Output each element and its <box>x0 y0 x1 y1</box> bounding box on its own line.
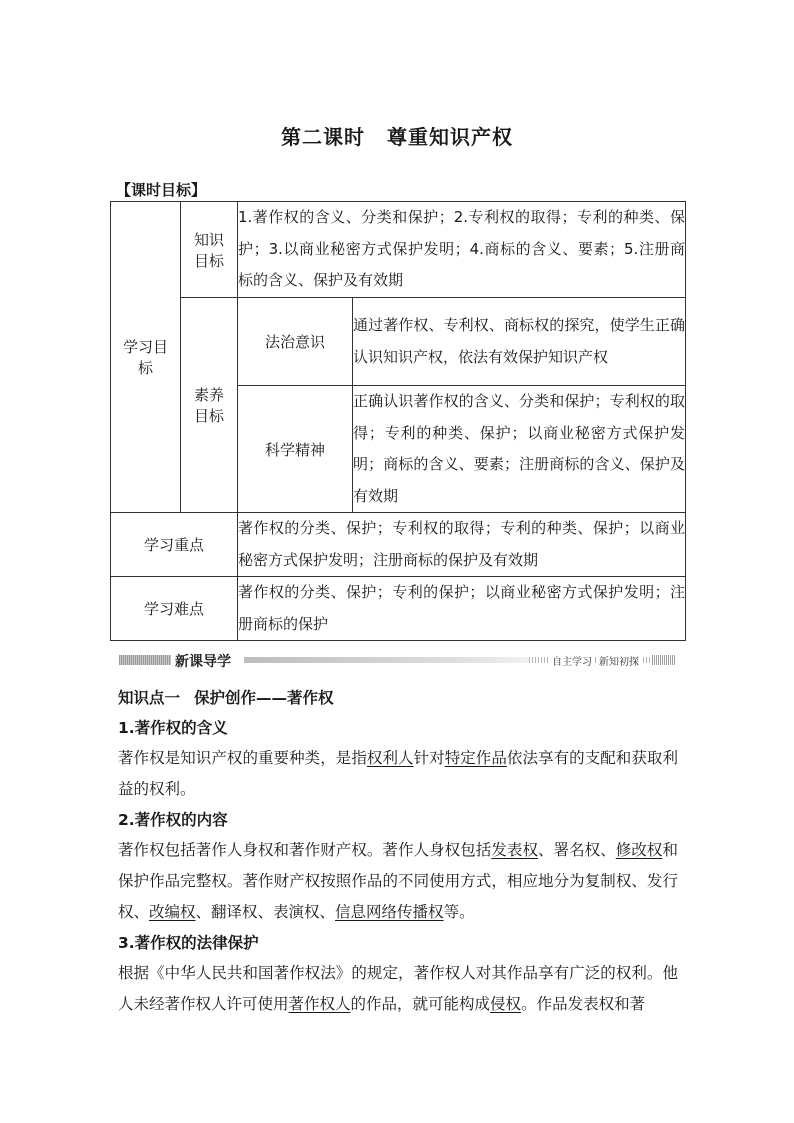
difficulties-label: 学习难点 <box>111 577 238 641</box>
text: 等。 <box>443 903 475 921</box>
paragraph-3 <box>118 958 678 1020</box>
text: 根据《中华人民共和国著作权法》的规定，著作权人对其作品享有广泛的权利。他人未经著作权人许可使用 <box>118 964 678 1013</box>
section-banner <box>119 652 675 668</box>
subsection-title-2: 2.著作权的内容 <box>118 811 228 829</box>
learning-goals-label: 学习目标 <box>123 338 169 377</box>
text: 和保护作品完整权。著作财产权按照作品的不同使用方式，相应地分为复制权、发行权、 <box>118 841 678 921</box>
banner-tag-self-study: 自主学习 <box>549 653 595 668</box>
paragraph-1 <box>118 743 678 805</box>
knowledge-point-heading <box>118 683 678 713</box>
knowledge-label: 知识目标 <box>194 230 225 270</box>
text: 著作权包括著作人身权和著作财产权。著作人身权包括 <box>118 841 492 859</box>
banner-bar-end <box>652 655 675 665</box>
text: 的作品，就可能构成 <box>350 995 491 1013</box>
banner-tag-new-knowledge: 新知初探 <box>596 653 642 668</box>
kp-title: 保护创作——著作权 <box>194 689 334 707</box>
difficulties-text: 著作权的分类、保护；专利的保护；以商业秘密方式保护发明；注册商标的保护 <box>238 577 686 641</box>
underlined-answer: 权利人 <box>366 749 414 767</box>
title-part-1: 第二课时 <box>281 125 365 149</box>
knowledge-label-cell <box>181 202 238 298</box>
science-text: 正确认识著作权的含义、分类和保护；专利权的取得；专利的种类、保护；以商业秘密方式保护发明；商标的含义、要素；注册商标的含义、保护及有效期 <box>353 386 686 513</box>
underlined-answer: 改编权 <box>149 903 196 921</box>
underlined-answer: 侵权 <box>490 995 522 1013</box>
banner-bar-right <box>244 657 534 663</box>
underlined-answer: 特定作品 <box>444 749 507 767</box>
underlined-answer: 修改权 <box>615 841 663 859</box>
underlined-answer: 信息网络传播权 <box>335 903 444 921</box>
text: 。作品发表权和著 <box>521 995 646 1013</box>
kp-number: 知识点一 <box>118 689 181 707</box>
banner-label: 新课导学 <box>175 654 231 670</box>
text: 针对 <box>413 749 445 767</box>
goals-table <box>110 201 686 641</box>
rule-of-law-text: 通过著作权、专利权、商标权的探究，使学生正确认识知识产权，依法有效保护知识产权 <box>353 298 686 386</box>
text: 依法享有的支配和获取利益的权利。 <box>118 749 678 798</box>
text: 、翻译权、表演权、 <box>195 903 336 921</box>
page-title <box>0 121 794 150</box>
subsection-title-1: 1.著作权的含义 <box>118 719 228 737</box>
literacy-label-cell <box>181 298 238 513</box>
rule-of-law-label: 法治意识 <box>238 298 353 386</box>
banner-bar-left <box>119 655 171 665</box>
key-points-label: 学习重点 <box>111 513 238 577</box>
underlined-answer: 发表权 <box>491 841 538 859</box>
text: 、署名权、 <box>538 841 616 859</box>
science-label: 科学精神 <box>238 386 353 513</box>
knowledge-text: 1.著作权的含义、分类和保护；2.专利权的取得；专利的种类、保护；3.以商业秘密方式保护发明；4.商标的含义、要素；5.注册商标的含义、保护及有效期 <box>238 202 686 298</box>
learning-goals-cell <box>111 202 181 513</box>
paragraph-2 <box>118 835 678 928</box>
section-heading: 【课时目标】 <box>116 181 207 199</box>
title-part-2: 尊重知识产权 <box>387 125 513 149</box>
lesson-content <box>118 680 678 1020</box>
key-points-text: 著作权的分类、保护；专利权的取得；专利的种类、保护；以商业秘密方式保护发明；注册商标的保护及有效期 <box>238 513 686 577</box>
underlined-answer: 著作权人 <box>288 995 351 1013</box>
subsection-title-3: 3.著作权的法律保护 <box>118 934 259 952</box>
text: 著作权是知识产权的重要种类，是指 <box>118 749 367 767</box>
literacy-label: 素养目标 <box>194 386 225 425</box>
